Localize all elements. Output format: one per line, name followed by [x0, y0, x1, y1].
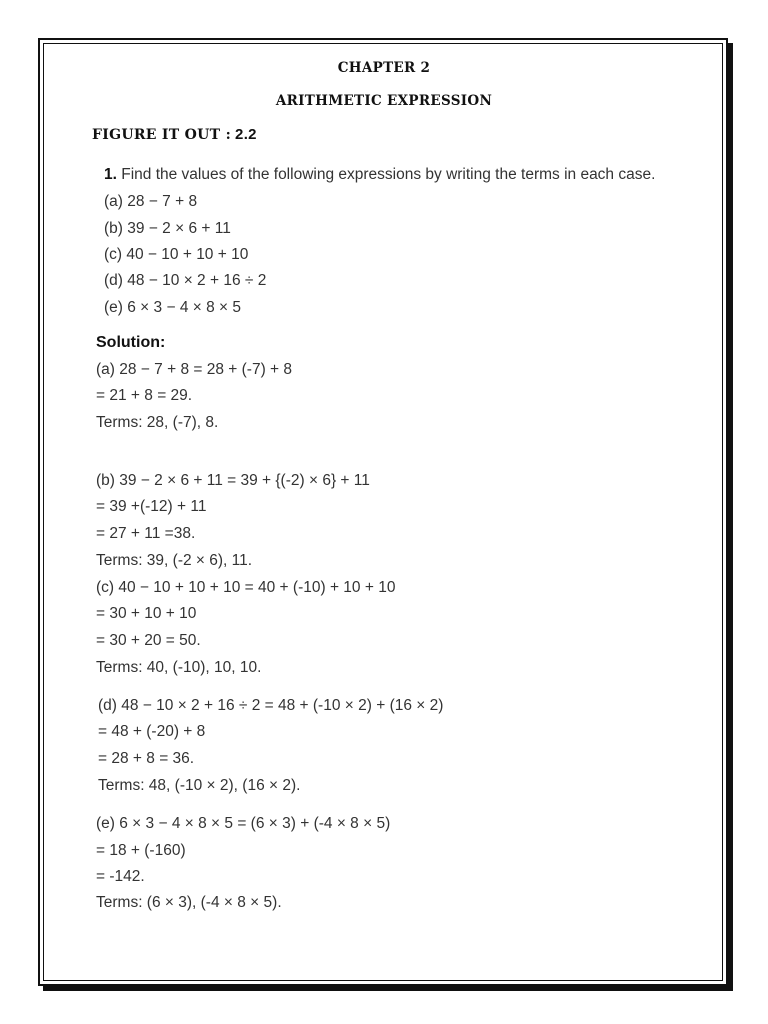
exercise-label: FIGURE IT OUT :	[92, 127, 232, 143]
solution-heading: Solution:	[96, 334, 166, 351]
solution-line: = 18 + (-160)	[96, 842, 186, 859]
chapter-title: ARITHMETIC EXPRESSION	[275, 93, 493, 109]
question-part-d: (d) 48 − 10 × 2 + 16 ÷ 2	[104, 272, 267, 289]
solution-line: (d) 48 − 10 × 2 + 16 ÷ 2 = 48 + (-10 × 2) + (16 × 2)	[98, 697, 444, 714]
solution-line: = 30 + 20 = 50.	[96, 632, 201, 649]
solution-line: = 21 + 8 = 29.	[96, 387, 193, 404]
question-part-c: (c) 40 − 10 + 10 + 10	[104, 246, 249, 263]
solution-line: (b) 39 − 2 × 6 + 11 = 39 + {(-2) × 6} + 11	[96, 472, 370, 489]
solution-line: = 39 +(-12) + 11	[96, 498, 207, 515]
question-part-e: (e) 6 × 3 − 4 × 8 × 5	[104, 299, 242, 316]
solution-line: = 27 + 11 =38.	[96, 525, 196, 542]
solution-line: (a) 28 − 7 + 8 = 28 + (-7) + 8	[96, 361, 293, 378]
solution-line: (c) 40 − 10 + 10 + 10 = 40 + (-10) + 10 + 10	[96, 579, 396, 596]
exercise-number: 2.2	[235, 126, 257, 143]
question-1	[104, 166, 655, 184]
chapter-number: CHAPTER 2	[337, 60, 431, 76]
solution-line: = -142.	[96, 868, 145, 885]
solution-line: (e) 6 × 3 − 4 × 8 × 5 = (6 × 3) + (-4 × 8 × 5)	[96, 815, 391, 832]
solution-line: Terms: 39, (-2 × 6), 11.	[96, 552, 253, 569]
exercise-heading	[92, 126, 257, 143]
solution-line: Terms: 40, (-10), 10, 10.	[96, 659, 262, 676]
question-part-a: (a) 28 − 7 + 8	[104, 193, 198, 210]
solution-line: Terms: (6 × 3), (-4 × 8 × 5).	[96, 894, 282, 911]
question-part-b: (b) 39 − 2 × 6 + 11	[104, 220, 231, 237]
solution-line: = 48 + (-20) + 8	[98, 723, 206, 740]
solution-line: = 28 + 8 = 36.	[98, 750, 195, 767]
solution-line: = 30 + 10 + 10	[96, 605, 197, 622]
solution-line: Terms: 48, (-10 × 2), (16 × 2).	[98, 777, 301, 794]
question-text: Find the values of the following expressions by writing the terms in each case.	[121, 166, 656, 183]
question-number: 1.	[104, 166, 117, 183]
solution-line: Terms: 28, (-7), 8.	[96, 414, 219, 431]
